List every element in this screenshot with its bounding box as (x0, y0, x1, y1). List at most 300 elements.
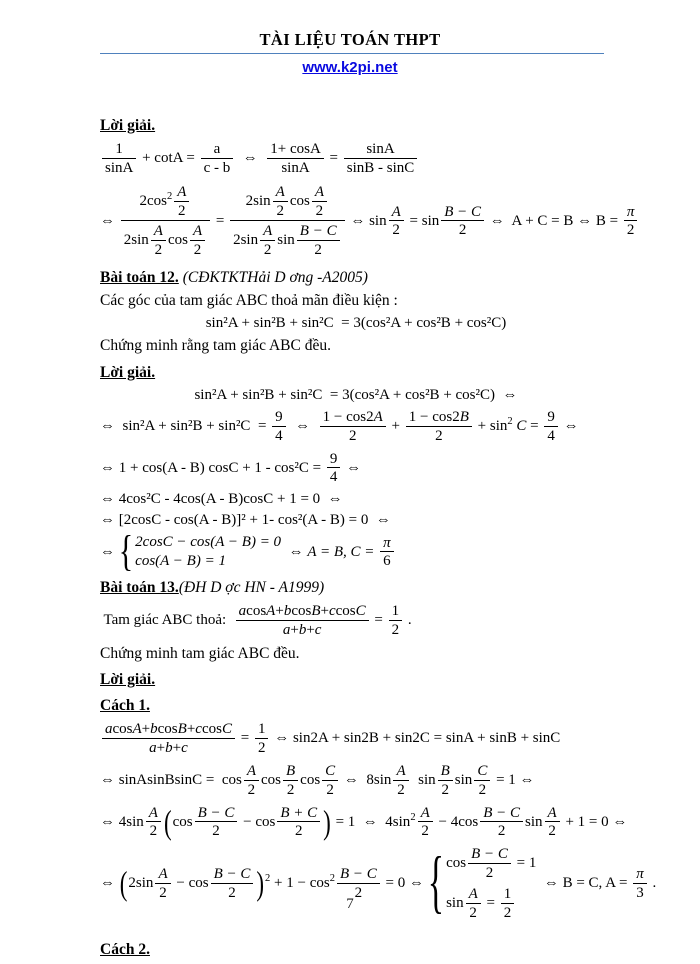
math-text: 2 (503, 904, 512, 921)
math-italic: a (105, 721, 113, 738)
math-italic: A (391, 203, 401, 220)
fraction-numerator (195, 805, 238, 822)
fraction-denominator (121, 220, 210, 260)
fraction-numerator (312, 184, 327, 201)
math-text: cos (289, 192, 310, 209)
fraction-numerator (230, 183, 345, 221)
site-link[interactable]: www.k2pi.net (302, 59, 398, 76)
math-italic: a (282, 622, 291, 639)
math-text: 6 (383, 553, 391, 570)
fraction-numerator (255, 721, 269, 738)
math-text: 2sin (245, 192, 271, 209)
fraction-denominator (244, 780, 259, 799)
math-text: cos (172, 813, 193, 830)
math-text: 2 (421, 823, 429, 840)
math-text: 2 (247, 781, 256, 798)
fraction-numerator (236, 603, 369, 620)
math-text: ⇔ (281, 543, 308, 560)
math-italic: C (512, 418, 527, 435)
fraction (146, 805, 161, 841)
math-italic: b (150, 721, 158, 738)
math-text: sin²A + sin²B + sin²C = 3(cos²A + cos²B + cos²C) (205, 315, 507, 332)
math-italic: B − C (299, 223, 337, 240)
fraction (151, 223, 166, 259)
math-line-4 (100, 408, 612, 446)
big-right-paren: ) (323, 804, 331, 841)
fraction-numerator (327, 451, 341, 468)
math-text: 2 (314, 242, 322, 259)
math-text: ⇔ 8sin (340, 772, 392, 789)
fraction-numerator (102, 721, 235, 738)
math-italic: B (440, 763, 450, 780)
fraction-denominator (102, 738, 235, 757)
math-text: = 1 ⇔ (492, 772, 535, 789)
big-right-paren: ) (256, 865, 265, 902)
fraction-numerator (151, 223, 166, 240)
math-italic: B − C (483, 804, 520, 821)
math-italic: A (547, 804, 557, 821)
fraction-denominator (174, 201, 189, 220)
math-italic: A (266, 603, 276, 620)
math-line-9 (100, 720, 612, 758)
fraction (624, 204, 638, 240)
math-text: ⇔ [2cosC - cos(A - B)]² + 1- cos²(A - B) = 0 ⇔ (100, 512, 391, 529)
math-text: 2 (257, 740, 266, 757)
fraction-denominator (312, 201, 327, 220)
fraction-numerator (389, 603, 403, 620)
math-text: 2cos (139, 192, 167, 209)
fraction (438, 763, 453, 799)
math-text: sinA (105, 159, 134, 176)
loi-giai-heading-3: Lời giải. (100, 671, 156, 689)
math-text: ⇔ sin2A + sin2B + sin2C = sinA + sinB + sinC (270, 730, 561, 747)
math-italic: B (459, 408, 469, 425)
fraction (474, 763, 490, 799)
math-text: ⇔ (287, 418, 318, 435)
math-italic: b (283, 603, 292, 620)
fraction (190, 223, 205, 259)
math-text: ⇔ 4sin (100, 813, 144, 830)
math-text: 1 (503, 885, 512, 902)
math-text: sin²A + sin²B + sin²C = 3(cos²A + cos²B + cos²C) ⇔ (194, 386, 518, 403)
fraction-numerator (190, 223, 205, 240)
fraction (255, 721, 269, 757)
math-text: 1 − cos2 (408, 408, 460, 425)
math-text: = (526, 418, 543, 435)
math-italic: B − C (444, 203, 482, 220)
math-text: = 1 (512, 855, 537, 872)
fraction-numerator (201, 141, 234, 158)
math-text: cos (300, 772, 321, 789)
math-text: − cos (239, 813, 276, 830)
math-text: 2 (435, 427, 443, 444)
math-text: 9 (329, 450, 338, 467)
math-text: ⇔ A + C = B ⇔ B = (486, 212, 622, 229)
math-text: 9 (547, 408, 555, 425)
math-text: 2 (212, 823, 220, 840)
system-row (446, 845, 536, 883)
fraction-numerator (474, 763, 490, 780)
math-text: = (482, 895, 499, 912)
fraction-denominator (255, 738, 269, 757)
math-italic: B − C (339, 866, 377, 882)
math-italic: c (195, 721, 202, 738)
fraction (380, 535, 394, 571)
fraction-numerator (155, 866, 170, 883)
problem-12-condition (100, 315, 612, 332)
fraction-denominator (201, 158, 234, 177)
fraction-denominator (102, 158, 136, 177)
math-italic: A (132, 721, 142, 738)
math-text: 2 (485, 865, 494, 881)
math-text: 2 (263, 242, 272, 259)
fraction-denominator (545, 821, 560, 840)
math-italic: C (325, 763, 336, 780)
fraction-denominator (320, 426, 386, 445)
math-text: . (648, 875, 657, 892)
fraction-numerator (102, 141, 136, 158)
math-text: 4 (547, 427, 555, 444)
math-text: cos (291, 603, 312, 620)
math-superscript: 2 (265, 873, 271, 885)
math-text: sinB - sinC (346, 159, 415, 176)
math-line-11 (100, 804, 628, 842)
math-text: 2 (286, 781, 295, 798)
fraction-numerator (545, 805, 560, 822)
math-text: cos (246, 603, 267, 620)
fraction-denominator (272, 426, 286, 445)
math-text: + (387, 418, 404, 435)
math-text: ⇔ (100, 543, 119, 560)
math-text: ⇔ sinAsinBsinC = cos (100, 772, 242, 789)
math-text: 2 (354, 884, 363, 901)
math-text: 2 (392, 222, 400, 239)
math-text: + sin (473, 418, 508, 435)
math-text: 4 (275, 427, 283, 444)
math-line-10 (100, 762, 612, 800)
system-row (135, 553, 226, 570)
fraction (201, 141, 234, 177)
fraction (389, 603, 403, 639)
fraction (545, 805, 560, 841)
fraction (260, 223, 275, 259)
loi-giai-heading-2: Lời giải. (100, 363, 156, 381)
fraction (273, 184, 288, 220)
math-italic: C (221, 721, 232, 738)
math-text: 2 (149, 823, 158, 840)
math-text: 2 (159, 884, 167, 901)
math-italic: π (636, 866, 644, 882)
math-italic: A = B, C = (307, 543, 379, 560)
fraction-denominator (389, 220, 404, 239)
problem-12-heading (100, 268, 612, 288)
fraction-denominator (322, 780, 338, 799)
math-text: 4 (329, 469, 338, 486)
math-text: ⇔ sin²A + sin²B + sin²C = (100, 418, 271, 435)
math-text: ⇔ (342, 459, 362, 476)
fraction (418, 805, 433, 841)
math-italic: cos(A − B) = 1 (135, 553, 226, 570)
fraction-numerator (406, 409, 472, 426)
math-text: 2 (193, 242, 202, 259)
fraction-numerator (267, 141, 324, 158)
fraction-numerator (380, 535, 394, 552)
fraction-numerator (322, 763, 338, 780)
fraction-denominator (624, 220, 638, 239)
math-italic: A (373, 408, 383, 425)
math-italic: B (285, 763, 296, 780)
math-text: Tam giác ABC thoả: (100, 612, 234, 629)
fraction-numerator (393, 763, 408, 780)
fraction (244, 763, 259, 799)
math-text: 2 (295, 823, 303, 840)
fraction (393, 763, 408, 799)
fraction-denominator (273, 201, 288, 220)
math-text: 2sin (233, 232, 259, 249)
math-text: sin (454, 772, 473, 789)
fraction-denominator (277, 821, 320, 840)
math-text: 2 (154, 242, 163, 259)
math-italic: C (477, 763, 488, 780)
fraction-numerator (272, 409, 286, 426)
math-italic: B − C (471, 846, 508, 863)
math-italic: B − C (213, 866, 251, 882)
cach-1-heading: Cách 1. (100, 697, 150, 715)
math-line-1 (100, 140, 612, 178)
fraction (406, 409, 472, 445)
math-text: ⇔ sin (346, 212, 387, 229)
math-italic: a (149, 740, 157, 757)
math-text: 2 (276, 202, 284, 219)
fraction-denominator (380, 551, 394, 570)
math-text: + (320, 603, 329, 620)
fraction-denominator (344, 158, 418, 177)
fraction-numerator (441, 204, 484, 221)
fraction-denominator (230, 220, 345, 260)
fraction-numerator (277, 805, 320, 822)
problem-13-condition (100, 602, 612, 640)
fraction-denominator (389, 620, 403, 639)
fraction (441, 204, 484, 240)
system-brace: { (427, 844, 445, 921)
math-text: sinA (281, 159, 310, 176)
fraction (277, 805, 320, 841)
math-text: 3 (636, 884, 644, 901)
math-italic: c (314, 622, 322, 639)
fraction-numerator (174, 184, 189, 201)
fraction (102, 721, 235, 757)
math-text: 1+ cosA (270, 141, 321, 158)
math-italic: b (298, 622, 307, 639)
math-text: 2sin (123, 232, 149, 249)
math-text: c - b (203, 159, 231, 176)
fraction-numerator (297, 223, 340, 240)
fraction-denominator (468, 863, 511, 882)
fraction (174, 184, 189, 220)
math-text: cos (446, 855, 467, 872)
math-text: + (275, 603, 284, 620)
math-italic: π (626, 203, 635, 220)
fraction (102, 141, 136, 177)
problem-12-conclusion: Chứng minh rằng tam giác ABC đều. (100, 337, 331, 355)
math-text: 2 (497, 823, 506, 840)
fraction-numerator (320, 409, 386, 426)
fraction (468, 846, 511, 882)
math-text: = (236, 730, 253, 747)
math-text: 2 (315, 202, 324, 219)
math-text: sin (525, 813, 543, 830)
math-italic: A (246, 763, 256, 780)
problem-12-heading-source: (CĐKTKTHải D ơng -A2005) (178, 268, 368, 286)
fraction-denominator (393, 780, 408, 799)
math-text: + (156, 740, 166, 757)
fraction (236, 603, 369, 639)
math-italic: π (383, 534, 391, 551)
fraction (297, 223, 340, 259)
math-text: + (172, 740, 182, 757)
math-italic: A (396, 763, 406, 780)
cach-2-heading: Cách 2. (100, 941, 150, 959)
system-row (135, 534, 281, 551)
fraction-numerator (633, 866, 647, 883)
fraction-numerator (418, 805, 433, 822)
math-text: 2 (397, 781, 405, 798)
document-title: TÀI LIỆU TOÁN THPT (259, 30, 441, 49)
math-italic: A (468, 885, 478, 902)
math-text: sin (410, 772, 436, 789)
math-italic: c (328, 603, 336, 620)
math-text: cos (112, 721, 133, 738)
fraction-numerator (624, 204, 638, 221)
math-line-7 (100, 512, 612, 529)
math-text: ⇔ (235, 150, 266, 167)
fraction-denominator (151, 240, 166, 259)
math-line-5 (100, 450, 612, 488)
math-italic: A (192, 223, 203, 240)
math-text: 2sin (128, 875, 154, 892)
fraction-numerator (544, 409, 558, 426)
document-body (100, 110, 657, 964)
math-text: 1 (115, 141, 123, 158)
math-text: − 4cos (434, 813, 479, 830)
math-italic: A (148, 804, 158, 821)
math-text: = 1 ⇔ 4sin (331, 813, 411, 830)
math-text: 2 (458, 222, 467, 239)
problem-13-heading-source: (ĐH D ợc HN - A1999) (178, 579, 325, 597)
math-text: cos (201, 721, 222, 738)
fraction-numerator (468, 846, 511, 863)
fraction (344, 141, 418, 177)
fraction-denominator (544, 426, 558, 445)
fraction-denominator (438, 780, 453, 799)
math-italic: B − C (197, 804, 235, 821)
big-left-paren: ( (119, 865, 128, 902)
math-text: + (186, 721, 196, 738)
equation-system (118, 527, 282, 576)
math-italic: a (238, 603, 247, 620)
math-italic: C (355, 603, 366, 620)
fraction-numerator (244, 763, 259, 780)
math-text: 1 − cos2 (322, 408, 374, 425)
page-header (0, 0, 700, 77)
fraction (320, 409, 386, 445)
math-text: + (290, 622, 299, 639)
fraction-denominator (327, 467, 341, 486)
fraction-numerator (344, 141, 418, 158)
fraction (267, 141, 324, 177)
math-line-8 (100, 527, 612, 576)
fraction-numerator (283, 763, 298, 780)
loi-giai-heading-1: Lời giải. (100, 117, 156, 134)
math-text: + (141, 721, 151, 738)
math-text: cos (260, 772, 281, 789)
math-italic: A (420, 804, 430, 821)
fraction-numerator (438, 763, 453, 780)
fraction (389, 204, 404, 240)
math-line-3 (100, 387, 612, 404)
math-text: 9 (275, 408, 283, 425)
math-text: 2 (469, 904, 477, 921)
math-superscript: 2 (410, 811, 416, 823)
fraction-denominator (474, 780, 490, 799)
fraction (327, 451, 341, 487)
math-text: − cos (172, 875, 209, 892)
math-text: 2 (348, 427, 357, 444)
math-text: 2 (391, 622, 400, 639)
fraction-numerator (211, 866, 254, 883)
math-italic: A (158, 866, 168, 882)
math-text: 1 (391, 603, 400, 620)
math-text: 2 (326, 781, 334, 798)
fraction (544, 409, 558, 445)
system-rows (135, 534, 281, 571)
fraction-denominator (260, 240, 275, 259)
problem-13-heading-label: Bài toán 13. (100, 579, 179, 597)
fraction-denominator (190, 240, 205, 259)
math-italic: A (314, 183, 324, 200)
math-text: cos (157, 721, 178, 738)
fraction-numerator (273, 184, 288, 201)
math-text: . (404, 612, 412, 629)
fraction-denominator (297, 240, 340, 259)
math-superscript: 2 (329, 873, 335, 885)
math-text: 2 (626, 222, 635, 239)
math-text: sin (446, 895, 464, 912)
math-line-6 (100, 491, 612, 508)
math-text: + 1 = 0 ⇔ (561, 813, 628, 830)
fraction (195, 805, 238, 841)
math-text: ⇔ B = C, A = (536, 875, 632, 892)
math-text: sinA (366, 141, 395, 158)
fraction-numerator (146, 805, 161, 822)
problem-12-statement: Các góc của tam giác ABC thoả mãn điều kiện : (100, 292, 398, 310)
fraction-numerator (260, 223, 275, 240)
fraction-denominator (406, 426, 472, 445)
math-text: = (212, 212, 229, 229)
math-text: + (306, 622, 315, 639)
math-text: sin (277, 232, 295, 249)
math-italic: 2cosC − cos(A − B) = 0 (135, 534, 282, 551)
header-rule (100, 53, 604, 54)
fraction-denominator (418, 821, 433, 840)
fraction (480, 805, 523, 841)
math-text: a (213, 141, 221, 158)
math-italic: B (311, 603, 321, 620)
fraction (322, 763, 338, 799)
big-left-paren: ( (163, 804, 172, 841)
page-number: 7 (346, 896, 354, 912)
math-superscript: 2 (507, 416, 513, 428)
